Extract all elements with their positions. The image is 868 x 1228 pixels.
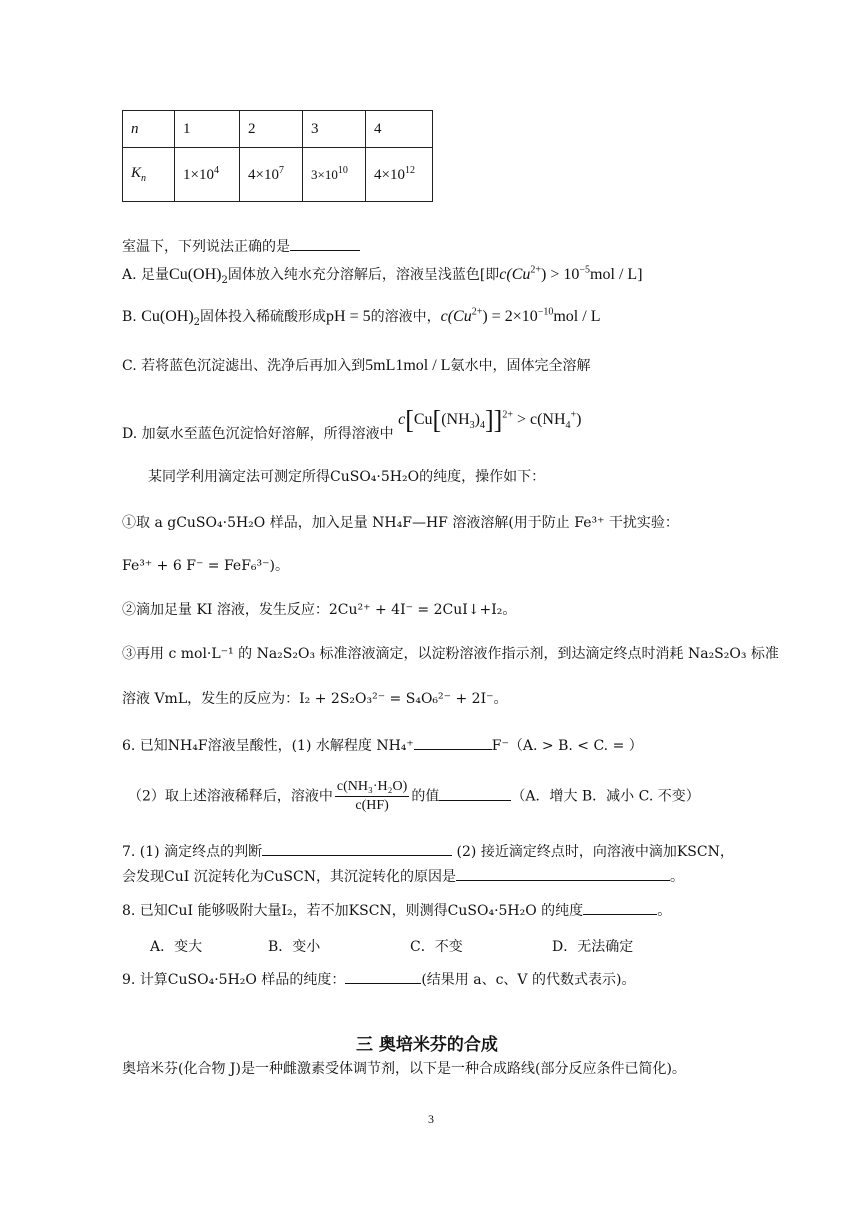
option-a-label: A. 足量 [122,267,170,283]
table-cell [366,148,433,202]
titration-step-1b: Fe³⁺ + 6 F⁻ = FeF₆³⁻)。 [122,558,289,574]
k-exponent: 7 [278,165,284,176]
option-b-text: 固体投入稀硫酸形成 [200,309,327,325]
period: 。 [670,869,684,885]
concentration-compare: ) > 10 [541,266,580,283]
q8-option-d[interactable]: D．无法确定 [552,939,634,955]
table-cell [175,148,240,202]
option-c-text: 氨水中，固体完全溶解 [450,358,591,374]
page-number: 3 [428,1112,434,1126]
titration-step-3: ③再用 c mol·L⁻¹ 的 Na₂S₂O₃ 标准溶液滴定，以淀粉溶液作指示剂，到达滴定终点时消耗 Na₂S₂O₃ 标准 [122,646,779,662]
table-cell: 4 [366,111,433,148]
option-b-label: B. [122,309,137,325]
question-intro-text: 室温下，下列说法正确的是 [122,239,290,255]
q8-option-c[interactable]: C．不变 [410,939,463,955]
table-cell: 2 [240,111,303,148]
answer-blank[interactable] [456,866,670,881]
option-d [122,405,582,442]
titration-step-3b: 溶液 VmL，发生的反应为：I₂ + 2S₂O₃²⁻ = S₄O₆²⁻ + 2I⁻。 [122,691,508,707]
fraction-numerator: c(NH₃·H₂O) [335,778,409,797]
question-intro [122,236,360,256]
option-a: A. 足量$Cu(OH)_2$固体放入纯水充分溶解后，溶液呈浅蓝色[即$c(Cu^{2+}) > 10^{-5}mol / L$] [122,264,643,286]
answer-blank[interactable] [290,236,360,251]
q8-option-a[interactable]: A．变大 [150,939,203,955]
q6-part2-text: （2）取上述溶液稀释后，溶液中 [128,788,333,805]
exponent: −10 [537,306,554,318]
period: 。 [657,903,672,919]
table-cell [303,148,366,202]
q7-part1-text: 7. (1) 滴定终点的判断 [122,844,263,860]
k-exponent: 12 [404,165,415,176]
concentration-compare: ) = 2×10 [482,308,538,325]
question-7 [122,841,734,861]
complex-ion-expression: $c[Cu[(NH_3)_4]]^{2+} > c(NH_4^+)$ [398,405,582,434]
ammonium-ion: (NH [537,410,566,428]
option-b-text2: 的溶液中， [370,309,441,325]
q6-options: F⁻（A. > B. < C. = ） [491,738,643,754]
answer-blank[interactable] [414,735,492,750]
titration-intro: 某同学利用滴定法可测定所得CuSO₄·5H₂O的纯度，操作如下： [148,469,546,485]
cuoh2-formula: Cu(OH) [141,308,194,325]
cuoh2-formula: Cu(OH) [169,266,222,283]
table-cell [240,148,303,202]
ph-value: pH = 5 [326,308,371,325]
equilibrium-constant-table [122,110,433,202]
ammonia-concentration: 5mL1mol / L [365,357,451,374]
cu-symbol: Cu [413,410,433,428]
q7-part2-text: (2) 接近滴定终点时，向溶液中滴加KSCN， [456,844,734,860]
table-cell: n [123,111,175,148]
k-symbol: K [131,165,142,181]
table-cell [123,148,175,202]
concentration-expr: c(Cu [499,266,531,283]
section-3-intro: 奥培米芬(化合物 J)是一种雌激素受体调节剂，以下是一种合成路线(部分反应条件已简化)。 [122,1061,686,1077]
bracket: ] [637,267,643,283]
exponent: −5 [579,264,591,276]
answer-blank[interactable] [262,841,452,856]
q9-text: 9. 计算CuSO₄·5H₂O 样品的纯度： [122,972,346,988]
k-subscript: n [141,173,147,184]
q6-part2-text2: 的值 [411,788,440,805]
titration-step-2: ②滴加足量 KI 溶液，发生反应：2Cu²⁺ + 4I⁻ = 2CuI↓+I₂。 [122,602,517,618]
unit: mol / L [553,308,601,325]
option-c-label: C. 若将蓝色沉淀滤出、洗净后再加入到 [122,358,366,374]
fraction-denominator: c(HF) [355,798,389,813]
section-title [356,1030,498,1055]
nh3-group: (NH [441,410,470,428]
unit: mol / L [590,266,638,283]
q9-note: (结果用 a、c、V 的代数式表示)。 [421,972,636,988]
q7-part2-text2: 会发现CuI 沉淀转化为CuSCN，其沉淀转化的原因是 [122,869,456,885]
question-7-line2 [122,866,684,886]
table-cell: 3 [303,111,366,148]
q6-part2-options: （A．增大 B．减小 C. 不变） [511,788,700,805]
answer-blank[interactable] [583,900,657,915]
table-header-row [123,111,433,148]
q6-part1-text: 6. 已知NH₄F溶液呈酸性，(1) 水解程度 NH₄⁺ [122,738,414,754]
option-b: B. $Cu(OH)_2$固体投入稀硫酸形成pH = 5的溶液中，$c(Cu^{2+}) = 2\times 10^{-10}mol / L$ [122,306,601,328]
table-data-row [123,148,433,202]
k-exponent: 10 [337,165,348,176]
k-value: 3×10 [311,167,338,182]
ratio-fraction [335,778,409,815]
option-a-text: 固体放入纯水充分溶解后，溶液呈浅蓝色[即 [227,267,500,283]
q8-text: 8. 已知CuI 能够吸附大量I₂，若不加KSCN，则测得CuSO₄·5H₂O 的纯度 [122,903,584,919]
question-8 [122,900,671,920]
k-value: 4×10 [374,167,405,183]
q8-option-b[interactable]: B．变小 [268,939,321,955]
k-value: 4×10 [248,167,279,183]
titration-step-1: ①取 a gCuSO₄·5H₂O 样品，加入足量 NH₄F—HF 溶液溶解(用于防止 Fe³⁺ 干扰实验： [122,515,679,531]
option-d-label: D. 加氨水至蓝色沉淀恰好溶解，所得溶液中 [122,425,394,442]
question-6 [122,735,643,755]
compare-sign: > c [516,410,538,428]
table-cell: 1 [175,111,240,148]
answer-blank[interactable] [345,969,421,984]
concentration-expr: c(Cu [440,308,472,325]
k-exponent: 4 [213,165,219,176]
answer-blank[interactable] [439,786,511,801]
question-6-part2 [128,778,700,815]
section-3-heading: 三 奥培米芬的合成 [356,1035,498,1055]
k-value: 1×10 [183,167,214,183]
option-c [122,355,590,375]
question-9 [122,969,635,989]
